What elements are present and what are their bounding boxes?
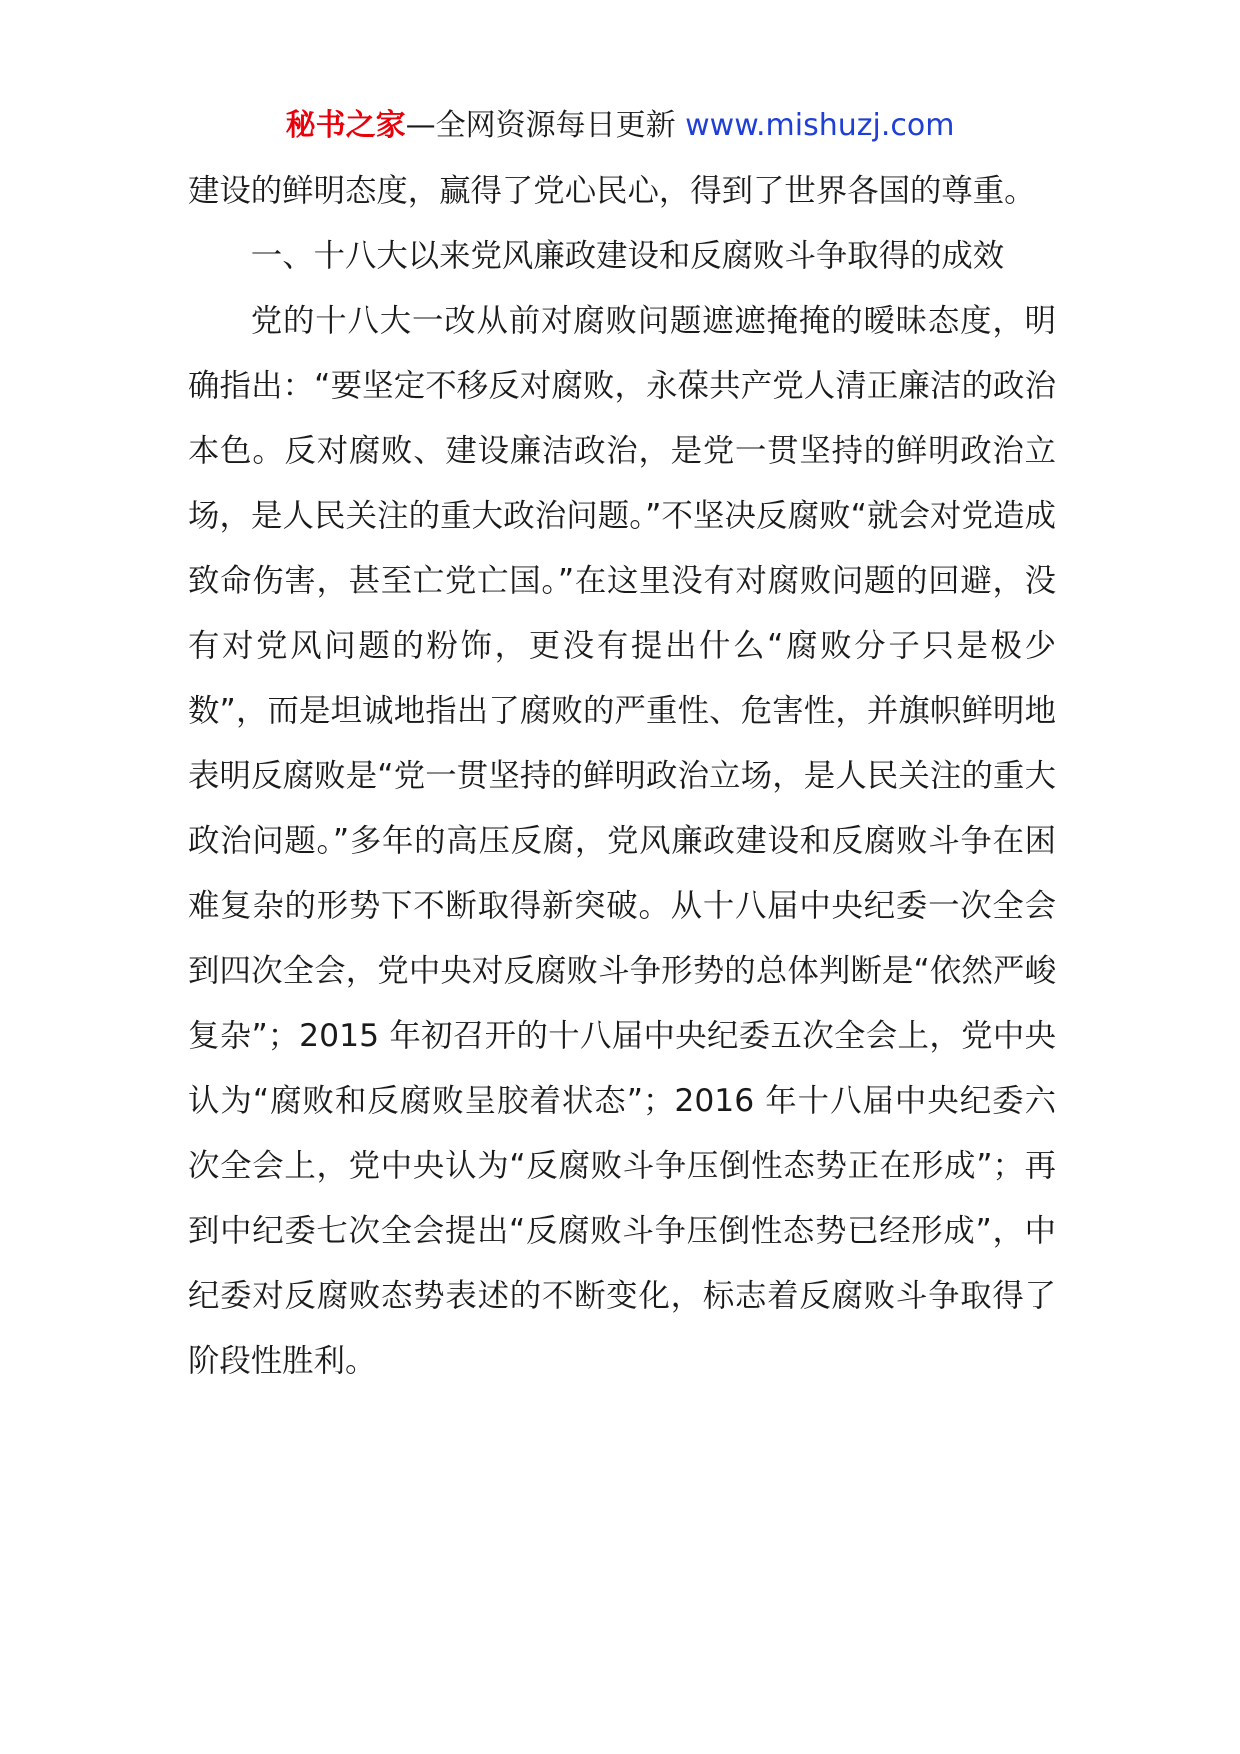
- page-header: [0, 106, 1240, 146]
- header-tagline: —全网资源每日更新: [405, 108, 686, 143]
- section-heading: 一、十八大以来党风廉政建设和反腐败斗争取得的成效: [250, 238, 1005, 274]
- paragraph-main: 党的十八大一改从前对腐败问题遮遮掩掩的暧昧态度，明确指出：“要坚定不移反对腐败，永葆共产党人清正廉洁的政治本色。反对腐败、建设廉洁政治，是党一贯坚持的鲜明政治立场，是人民关注的重大政治问题。”不坚决反腐败“就会对党造成致命伤害，甚至亡党亡国。”在这里没有对腐败问题的回避，没有对党风问题的粉饰，更没有提出什么“腐败分子只是极少数”，而是坦诚地指出了腐败的严重性、危害性，并旗帜鲜明地表明反腐败是“党一贯坚持的鲜明政治立场，是人民关注的重大政治问题。”多年的高压反腐，党风廉政建设和反腐败斗争在困难复杂的形势下不断取得新突破。从十八届中央纪委一次全会到四次全会，党中央对反腐败斗争形势的总体判断是“依然严峻复杂”；2015 年初召开的十八届中央纪委五次全会上，党中央认为“腐败和反腐败呈胶着状态”；2016 年十八届中央纪委六次全会上，党中央认为“反腐败斗争压倒性态势正在形成”；再到中纪委七次全会提出“反腐败斗争压倒性态势已经形成”，中纪委对反腐败态势表述的不断变化，标志着反腐败斗争取得了阶段性胜利。: [188, 303, 1056, 1379]
- paragraph-continuation: 建设的鲜明态度，赢得了党心民心，得到了世界各国的尊重。: [188, 173, 1036, 209]
- header-url-link[interactable]: www.mishuzj.com: [685, 108, 955, 143]
- document-body: [188, 159, 1056, 1394]
- header-brand: 秘书之家: [285, 108, 406, 143]
